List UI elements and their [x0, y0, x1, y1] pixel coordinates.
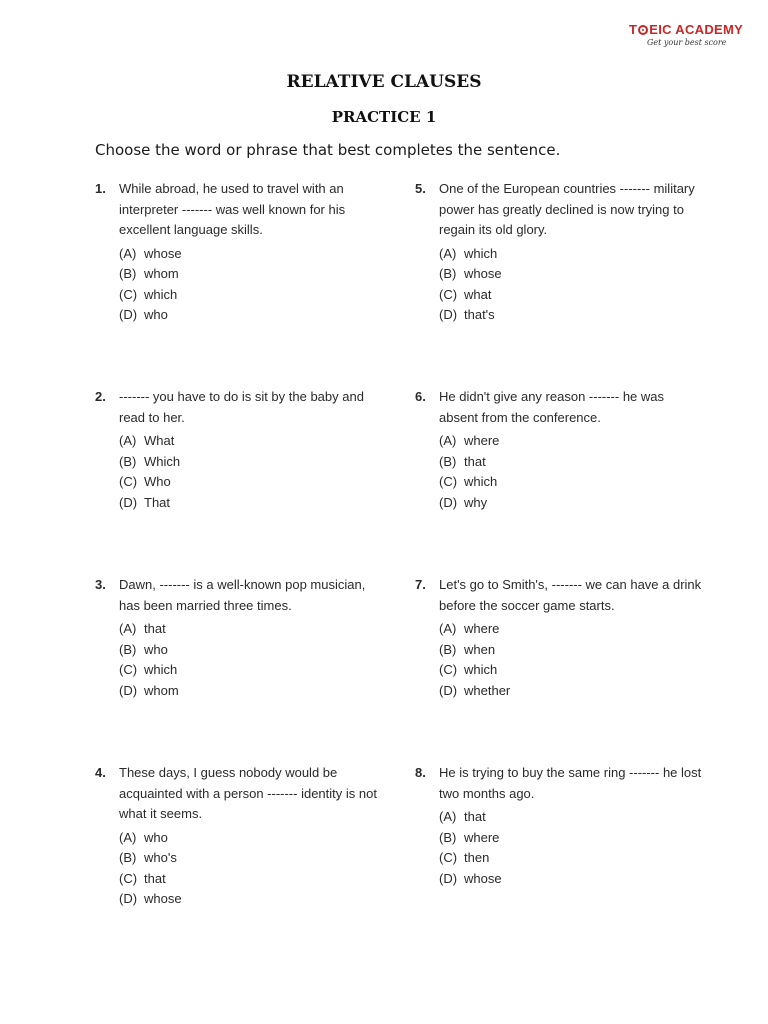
- option-letter: (B): [439, 453, 457, 469]
- options-list: [439, 431, 705, 513]
- option-text: whom: [144, 682, 179, 698]
- option-letter: (D): [439, 307, 458, 322]
- option[interactable]: [119, 431, 385, 452]
- option[interactable]: [439, 305, 705, 326]
- option-letter: (B): [119, 453, 137, 469]
- option-text: which: [464, 474, 498, 489]
- option[interactable]: [439, 848, 705, 869]
- question-text: He didn't give any reason ------- he was absent from the conference.: [439, 389, 665, 425]
- option-letter: (A): [439, 621, 457, 636]
- option[interactable]: [439, 493, 705, 514]
- question-number: 4.: [95, 765, 106, 780]
- option-letter: (A): [439, 245, 457, 261]
- option[interactable]: [119, 889, 385, 910]
- option-letter: (B): [119, 641, 137, 657]
- option-text: that's: [464, 307, 495, 322]
- option[interactable]: [439, 807, 705, 828]
- question-text: He is trying to buy the same ring ------- he lost two months ago.: [439, 765, 702, 801]
- option-text: which: [464, 245, 498, 261]
- option-letter: (C): [119, 474, 138, 489]
- option[interactable]: [119, 264, 385, 285]
- option[interactable]: [439, 681, 705, 702]
- question-6: [415, 387, 705, 513]
- question-number: 2.: [95, 389, 106, 404]
- option[interactable]: [439, 472, 705, 493]
- option-letter: (D): [439, 494, 458, 510]
- option-letter: (C): [439, 662, 458, 677]
- option-text: which: [144, 662, 178, 677]
- option-letter: (A): [119, 245, 137, 261]
- option[interactable]: [439, 285, 705, 306]
- option-text: where: [464, 433, 500, 448]
- option-letter: (D): [119, 891, 138, 906]
- option[interactable]: [439, 452, 705, 473]
- option[interactable]: [119, 681, 385, 702]
- options-list: [119, 619, 385, 701]
- question-text: ------- you have to do is sit by the baby and read to her.: [119, 389, 364, 425]
- option-letter: (A): [119, 829, 137, 845]
- option-letter: (C): [439, 474, 458, 489]
- option-letter: (B): [439, 829, 457, 845]
- option[interactable]: [119, 493, 385, 514]
- logo-text-before: T: [629, 22, 638, 37]
- question-number: 7.: [415, 577, 426, 592]
- option[interactable]: [119, 848, 385, 869]
- instruction-text: Choose the word or phrase that best completes the sentence.: [95, 141, 561, 159]
- option-letter: (D): [119, 307, 138, 322]
- option-text: whose: [464, 266, 502, 281]
- option[interactable]: [439, 660, 705, 681]
- option-letter: (A): [119, 621, 137, 636]
- question-4: [95, 763, 385, 910]
- option-text: which: [144, 286, 178, 302]
- question-text: While abroad, he used to travel with an interpreter ------- was well known for his excellent language skills.: [119, 181, 346, 237]
- logo-text-after: EIC ACADEMY: [649, 22, 744, 37]
- option-text: that: [144, 621, 166, 636]
- option-text: when: [464, 641, 496, 657]
- option-text: who: [144, 307, 168, 322]
- option-text: what: [464, 286, 492, 302]
- option-letter: (B): [439, 641, 457, 657]
- option[interactable]: [439, 828, 705, 849]
- option-letter: (B): [119, 850, 137, 865]
- option-letter: (A): [439, 433, 457, 448]
- option-letter: (B): [439, 266, 457, 281]
- question-3: [95, 575, 385, 701]
- option-text: whom: [144, 266, 179, 281]
- option-text: Who: [144, 474, 171, 489]
- question-text: Dawn, ------- is a well-known pop musician, has been married three times.: [119, 577, 366, 613]
- option-text: who's: [144, 850, 177, 865]
- option-text: That: [144, 494, 171, 510]
- page-subtitle: PRACTICE 1: [331, 108, 437, 126]
- option-text: that: [464, 809, 486, 824]
- option-text: What: [144, 433, 175, 448]
- option-letter: (A): [119, 433, 137, 448]
- option[interactable]: [439, 244, 705, 265]
- option[interactable]: [119, 285, 385, 306]
- option-letter: (D): [439, 682, 458, 698]
- target-icon: [638, 25, 648, 35]
- option[interactable]: [439, 640, 705, 661]
- option-text: that: [144, 870, 166, 886]
- option[interactable]: [119, 619, 385, 640]
- options-list: [439, 244, 705, 326]
- option-letter: (A): [439, 809, 457, 824]
- option[interactable]: [119, 640, 385, 661]
- options-list: [119, 828, 385, 910]
- option[interactable]: [439, 431, 705, 452]
- option[interactable]: [119, 660, 385, 681]
- option[interactable]: [439, 619, 705, 640]
- option-text: whose: [144, 245, 182, 261]
- option[interactable]: [119, 828, 385, 849]
- logo: [629, 22, 754, 47]
- option-text: that: [464, 453, 486, 469]
- question-8: [415, 763, 705, 889]
- question-number: 8.: [415, 765, 426, 780]
- option-text: who: [144, 829, 168, 845]
- question-text: One of the European countries ------- military power has greatly declined is now trying to regain its old glory.: [439, 181, 695, 237]
- question-number: 6.: [415, 389, 426, 404]
- option-text: where: [464, 829, 500, 845]
- option[interactable]: [119, 244, 385, 265]
- logo-tagline: Get your best score: [647, 38, 727, 47]
- option-letter: (C): [119, 870, 138, 886]
- options-list: [119, 244, 385, 326]
- option-letter: (C): [439, 286, 458, 302]
- option[interactable]: [119, 472, 385, 493]
- question-5: [415, 179, 705, 326]
- option-text: why: [464, 494, 488, 510]
- question-text: Let's go to Smith's, ------- we can have a drink before the soccer game starts.: [439, 577, 702, 613]
- option-letter: (D): [439, 870, 458, 886]
- option-letter: (D): [119, 682, 138, 698]
- question-2: [95, 387, 385, 513]
- option-text: who: [144, 641, 168, 657]
- option[interactable]: [119, 305, 385, 326]
- option-letter: (C): [439, 850, 458, 865]
- option[interactable]: [439, 264, 705, 285]
- option[interactable]: [119, 869, 385, 890]
- question-number: 3.: [95, 577, 106, 592]
- option-text: then: [464, 850, 490, 865]
- options-list: [439, 807, 705, 889]
- option-text: Which: [144, 453, 181, 469]
- option-text: which: [464, 662, 498, 677]
- question-number: 5.: [415, 181, 426, 196]
- option-text: whether: [464, 682, 511, 698]
- option-text: whose: [144, 891, 182, 906]
- question-text: These days, I guess nobody would be acquainted with a person ------- identity is not what it seems.: [119, 765, 377, 821]
- options-list: [439, 619, 705, 701]
- options-list: [119, 431, 385, 513]
- option-letter: (B): [119, 266, 137, 281]
- question-7: [415, 575, 705, 701]
- option-letter: (D): [119, 494, 138, 510]
- question-1: [95, 179, 385, 326]
- option-text: where: [464, 621, 500, 636]
- option[interactable]: [439, 869, 705, 890]
- page-title: RELATIVE CLAUSES: [286, 72, 482, 92]
- option-text: whose: [464, 870, 502, 886]
- question-number: 1.: [95, 181, 106, 196]
- option[interactable]: [119, 452, 385, 473]
- option-letter: (C): [119, 286, 138, 302]
- option-letter: (C): [119, 662, 138, 677]
- logo-title: [629, 22, 754, 37]
